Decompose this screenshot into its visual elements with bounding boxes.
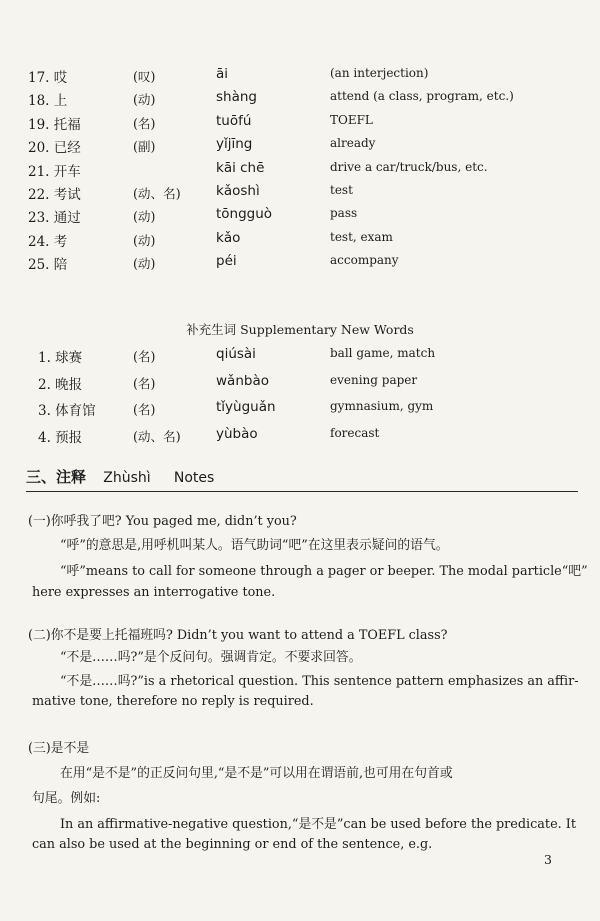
vocab-english: pass: [330, 206, 358, 221]
vocab-row: [0, 113, 600, 136]
vocab-word: 25. 陪: [28, 257, 68, 274]
section-pinyin: Zhùshì: [103, 470, 151, 486]
supp-row: [0, 426, 600, 453]
note-heading: (二)你不是要上托福班吗? Didn’t you want to attend a TOEFL class?: [28, 628, 448, 643]
vocab-english: already: [330, 136, 376, 151]
vocab-word: 22. 考试: [28, 186, 81, 203]
supp-english: ball game, match: [330, 346, 436, 360]
vocab-row: [0, 160, 600, 183]
supp-word: 4. 预报: [38, 429, 83, 446]
supp-row: [0, 346, 600, 373]
supp-english: evening paper: [330, 372, 418, 387]
vocab-pos: (动): [133, 256, 156, 272]
supp-pinyin: qiúsài: [216, 346, 256, 362]
page-number: 3: [544, 852, 552, 867]
vocab-pinyin: shàng: [216, 89, 257, 106]
vocab-pos: (动): [133, 92, 156, 108]
vocab-word: 19. 托福: [28, 116, 81, 133]
supp-row: [0, 399, 600, 426]
vocab-english: test: [330, 182, 353, 197]
vocab-pinyin: kāi chē: [216, 159, 265, 176]
note-heading: (三)是不是: [28, 741, 90, 756]
supp-pinyin: wǎnbào: [216, 372, 269, 389]
note-text: 句尾。例如:: [32, 791, 101, 806]
vocab-row: [0, 253, 600, 276]
vocab-word: 23. 通过: [28, 210, 81, 227]
note-text: mative tone, therefore no reply is required.: [32, 694, 314, 709]
vocab-pos: (动): [133, 209, 156, 225]
section-title: 三、注释: [26, 468, 87, 486]
vocab-pinyin: péi: [216, 253, 237, 270]
vocab-pinyin: āi: [216, 66, 229, 82]
vocab-row: [0, 66, 600, 89]
supp-word: 2. 晚报: [38, 376, 83, 393]
note-text: can also be used at the beginning or end of the sentence, e.g.: [32, 837, 433, 852]
supp-pos: (动、名): [133, 428, 181, 444]
supp-pos: (名): [133, 402, 156, 417]
vocab-word: 21. 开车: [28, 163, 81, 180]
vocab-word: 17. 哎: [28, 70, 68, 86]
vocab-row: [0, 136, 600, 159]
supp-word: 1. 球赛: [38, 350, 83, 366]
vocab-pos: (叹): [133, 69, 156, 84]
note-text: here expresses an interrogative tone.: [32, 585, 276, 600]
vocab-word: 18. 上: [28, 93, 68, 110]
supp-pos: (名): [133, 375, 156, 391]
vocab-english: (an interjection): [330, 66, 429, 80]
vocab-pos: (名): [133, 115, 156, 131]
vocab-pinyin: tuōfú: [216, 112, 252, 129]
supp-pos: (名): [133, 349, 156, 364]
note-text: “呼”的意思是,用呼机叫某人。语气助词“吧”在这里表示疑问的语气。: [60, 538, 449, 553]
vocab-pos: (副): [133, 139, 156, 155]
note-heading: (一)你呼我了吧? You paged me, didn’t you?: [28, 514, 297, 529]
note-text: “呼”means to call for someone through a pager or beeper. The modal particle“吧”: [60, 564, 588, 579]
vocab-pinyin: kǎoshì: [216, 182, 260, 199]
vocab-english: TOEFL: [330, 112, 373, 127]
vocab-english: attend (a class, program, etc.): [330, 89, 514, 104]
supp-english: gymnasium, gym: [330, 399, 434, 413]
vocab-english: test, exam: [330, 229, 393, 244]
section-english: Notes: [173, 470, 215, 486]
vocab-pinyin: yǐjīng: [216, 136, 253, 153]
vocab-pinyin: tōngguò: [216, 206, 273, 223]
vocab-english: drive a car/truck/bus, etc.: [330, 159, 488, 174]
supp-row: [0, 373, 600, 400]
vocab-pos: (动): [133, 232, 156, 248]
note-text: “不是……吗?”是个反问句。强调肯定。不要求回答。: [60, 650, 362, 665]
vocab-word: 20. 已经: [28, 140, 81, 157]
vocabulary-list: [0, 66, 600, 277]
section-heading: [26, 466, 578, 492]
supplementary-title: 补充生词 Supplementary New Words: [186, 322, 414, 337]
vocab-word: 24. 考: [28, 233, 68, 250]
vocab-row: [0, 206, 600, 229]
note-text: In an affirmative-negative question,“是不是”can be used before the predicate. It: [60, 817, 576, 832]
note-text: 在用“是不是”的正反问句里,“是不是”可以用在谓语前,也可用在句首或: [60, 766, 453, 781]
note-text: “不是……吗?”is a rhetorical question. This sentence pattern emphasizes an affir-: [60, 674, 579, 689]
vocab-pinyin: kǎo: [216, 229, 241, 246]
supp-pinyin: tǐyùguǎn: [216, 399, 276, 415]
supp-word: 3. 体育馆: [38, 403, 96, 419]
supp-english: forecast: [330, 425, 380, 440]
vocab-english: accompany: [330, 253, 399, 268]
supplementary-list: [0, 346, 600, 452]
vocab-row: [0, 183, 600, 206]
supp-pinyin: yùbào: [216, 425, 258, 442]
vocab-row: [0, 230, 600, 253]
vocab-row: [0, 89, 600, 112]
vocab-pos: (动、名): [133, 185, 181, 201]
